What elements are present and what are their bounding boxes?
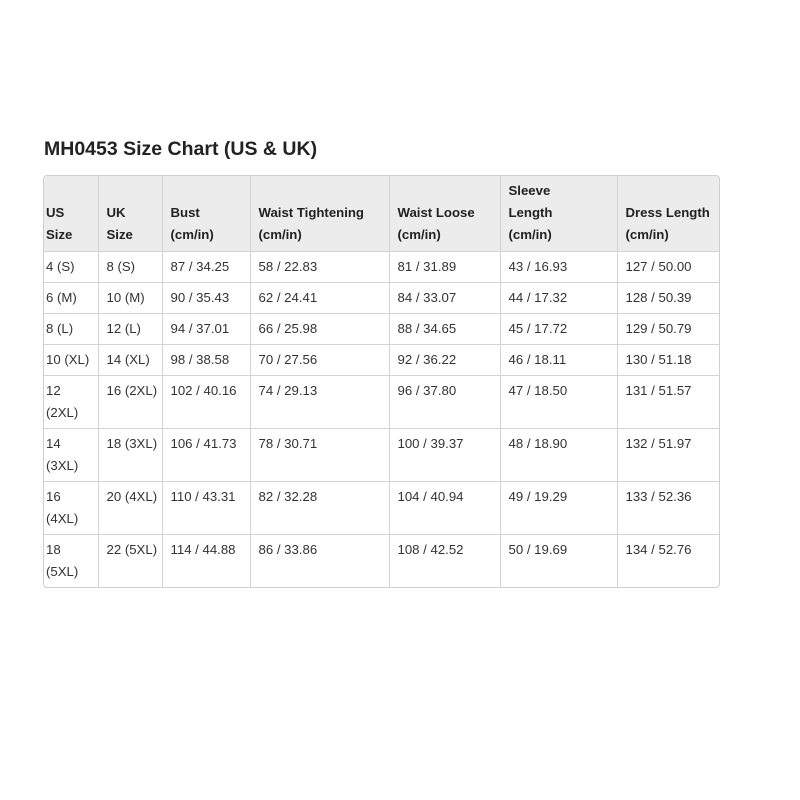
table-row [44, 345, 720, 376]
table-cell-sleeve-length: 46 / 18.11 [500, 345, 617, 376]
table-cell-sleeve-length: 49 / 19.29 [500, 482, 617, 535]
table-cell-uk-size: 18 (3XL) [98, 429, 162, 482]
table-cell-uk-size: 10 (M) [98, 283, 162, 314]
column-header-us-size [44, 176, 98, 252]
table-cell-uk-size: 16 (2XL) [98, 376, 162, 429]
column-header-text: (cm/in) [170, 227, 214, 242]
table-row [44, 283, 720, 314]
column-header-text: Dress Length [625, 205, 710, 220]
table-cell-sleeve-length: 43 / 16.93 [500, 252, 617, 283]
table-row [44, 376, 720, 429]
table-cell-us-size: 4 (S) [44, 252, 98, 283]
table-cell-sleeve-length: 50 / 19.69 [500, 535, 617, 588]
table-cell-dress-length: 129 / 50.79 [617, 314, 720, 345]
table-cell-bust: 110 / 43.31 [162, 482, 250, 535]
table-cell-us-size: 8 (L) [44, 314, 98, 345]
table-cell-bust: 98 / 38.58 [162, 345, 250, 376]
table-cell-uk-size: 22 (5XL) [98, 535, 162, 588]
table-cell-us-size: 16 (4XL) [44, 482, 98, 535]
table-cell-waist-loose: 108 / 42.52 [389, 535, 500, 588]
table-cell-us-size: 18 (5XL) [44, 535, 98, 588]
column-header-text: (cm/in) [625, 227, 669, 242]
table-header-row [44, 176, 720, 252]
table-cell-bust: 114 / 44.88 [162, 535, 250, 588]
table-cell-sleeve-length: 44 / 17.32 [500, 283, 617, 314]
column-header-text: Size [46, 227, 73, 242]
table-cell-us-size: 6 (M) [44, 283, 98, 314]
size-chart-table-container [43, 175, 720, 588]
table-cell-waist-tightening: 78 / 30.71 [250, 429, 389, 482]
table-cell-waist-tightening: 70 / 27.56 [250, 345, 389, 376]
column-header-bust [162, 176, 250, 252]
column-header-text: Sleeve [508, 183, 551, 198]
table-cell-dress-length: 133 / 52.36 [617, 482, 720, 535]
column-header-text: (cm/in) [508, 227, 552, 242]
table-body [44, 252, 720, 588]
table-cell-waist-loose: 92 / 36.22 [389, 345, 500, 376]
table-cell-waist-tightening: 74 / 29.13 [250, 376, 389, 429]
table-cell-waist-loose: 100 / 39.37 [389, 429, 500, 482]
column-header-text: US [46, 205, 65, 220]
page-title: MH0453 Size Chart (US & UK) [44, 138, 318, 160]
table-row [44, 429, 720, 482]
table-cell-dress-length: 130 / 51.18 [617, 345, 720, 376]
table-cell-dress-length: 132 / 51.97 [617, 429, 720, 482]
table-row [44, 482, 720, 535]
table-cell-waist-tightening: 58 / 22.83 [250, 252, 389, 283]
column-header-dress-length [617, 176, 720, 252]
table-cell-us-size: 10 (XL) [44, 345, 98, 376]
table-cell-sleeve-length: 48 / 18.90 [500, 429, 617, 482]
column-header-sleeve-length [500, 176, 617, 252]
table-cell-dress-length: 127 / 50.00 [617, 252, 720, 283]
column-header-text: Waist Loose [397, 205, 475, 220]
table-cell-waist-loose: 104 / 40.94 [389, 482, 500, 535]
column-header-uk-size [98, 176, 162, 252]
table-cell-uk-size: 14 (XL) [98, 345, 162, 376]
table-cell-bust: 90 / 35.43 [162, 283, 250, 314]
table-row [44, 535, 720, 588]
table-row [44, 252, 720, 283]
table-cell-bust: 106 / 41.73 [162, 429, 250, 482]
column-header-text: Waist Tightening [258, 205, 364, 220]
table-cell-waist-tightening: 82 / 32.28 [250, 482, 389, 535]
table-cell-dress-length: 134 / 52.76 [625, 542, 692, 557]
table-cell-waist-tightening: 86 / 33.86 [250, 535, 389, 588]
size-chart-table [44, 176, 720, 587]
table-cell-dress-length: 128 / 50.39 [617, 283, 720, 314]
table-cell-sleeve-length: 45 / 17.72 [500, 314, 617, 345]
column-header-text: Length [508, 205, 553, 220]
column-header-text: (cm/in) [397, 227, 441, 242]
table-cell-waist-tightening: 62 / 24.41 [250, 283, 389, 314]
table-cell-bust: 87 / 34.25 [162, 252, 250, 283]
table-cell-bust: 102 / 40.16 [162, 376, 250, 429]
column-header-waist-tightening [250, 176, 389, 252]
table-cell-sleeve-length: 47 / 18.50 [500, 376, 617, 429]
table-cell-waist-loose: 88 / 34.65 [389, 314, 500, 345]
table-cell-uk-size: 20 (4XL) [98, 482, 162, 535]
column-header-text: (cm/in) [258, 227, 302, 242]
table-cell-bust: 94 / 37.01 [162, 314, 250, 345]
table-cell-dress-length: 131 / 51.57 [617, 376, 720, 429]
table-cell-us-size: 12 (2XL) [44, 376, 98, 429]
table-cell-uk-size: 12 (L) [98, 314, 162, 345]
table-cell-waist-loose: 84 / 33.07 [389, 283, 500, 314]
column-header-waist-loose [389, 176, 500, 252]
column-header-text: Size [106, 227, 133, 242]
table-cell-waist-tightening: 66 / 25.98 [250, 314, 389, 345]
table-row [44, 314, 720, 345]
column-header-text: UK [106, 205, 126, 220]
table-cell-us-size: 14 (3XL) [44, 429, 98, 482]
table-cell-waist-loose: 96 / 37.80 [389, 376, 500, 429]
table-cell-waist-loose: 81 / 31.89 [389, 252, 500, 283]
table-cell-uk-size: 8 (S) [98, 252, 162, 283]
column-header-text: Bust [170, 205, 200, 220]
